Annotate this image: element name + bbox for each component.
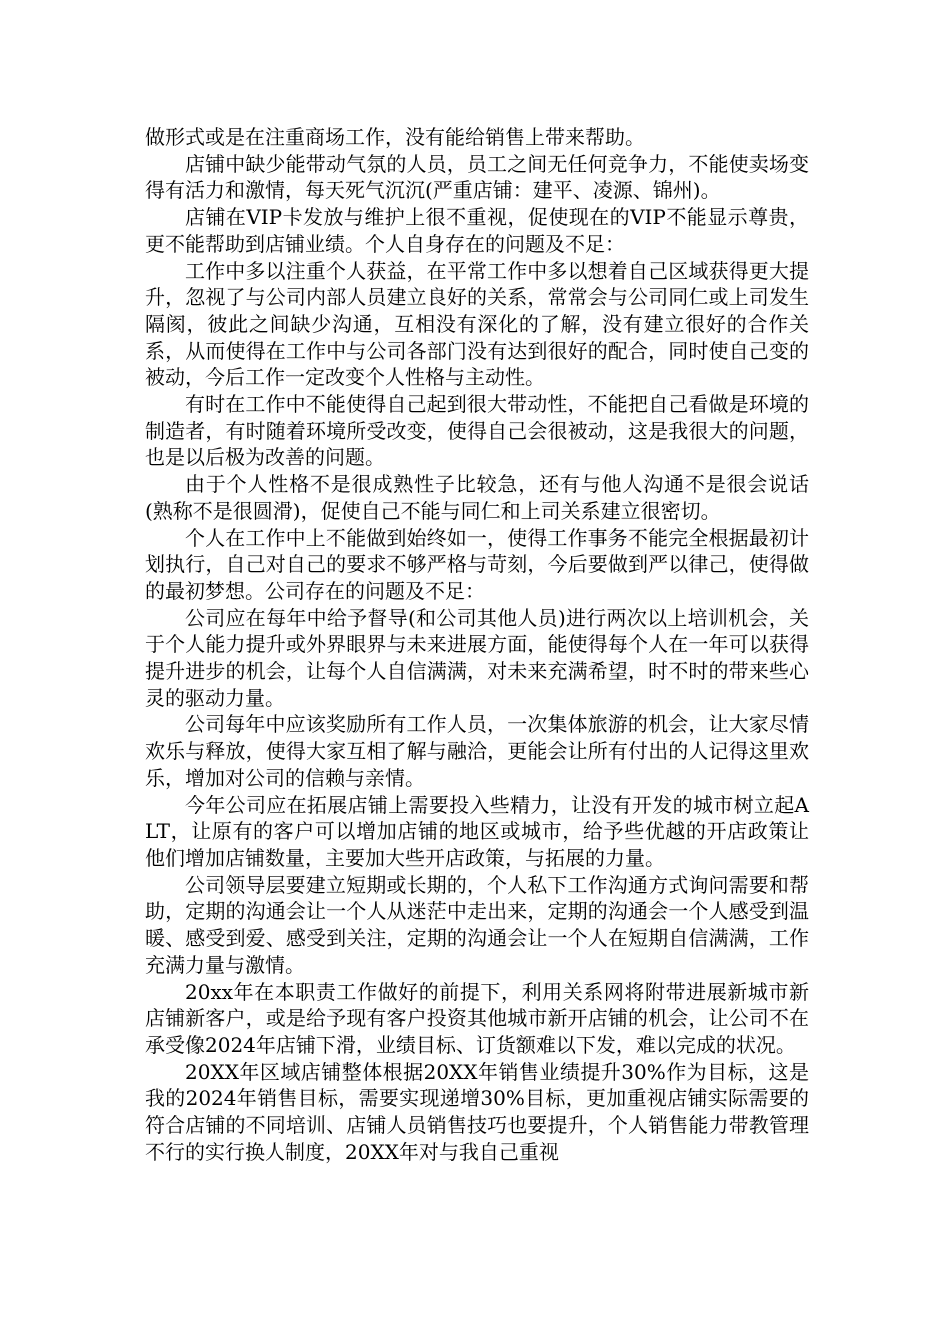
paragraph-store-atmosphere: 店铺中缺少能带动气氛的人员，员工之间无任何竞争力，不能使卖场变得有活力和激情，每天死气沉沉(严重店铺：建平、凌源、锦州)。 — [145, 151, 809, 203]
paragraph-team-travel: 公司每年中应该奖励所有工作人员，一次集体旅游的机会，让大家尽情欢乐与释放，使得大家互相了解与融洽，更能会让所有付出的人记得这里欢乐，增加对公司的信赖与亲情。 — [145, 712, 809, 790]
paragraph-vip-card: 店铺在VIP卡发放与维护上很不重视，促使现在的VIP不能显示尊贵，更不能帮助到店铺业绩。个人自身存在的问题及不足： — [145, 205, 809, 256]
paragraph-continuation: 做形式或是在注重商场工作，没有能给销售上带来帮助。 — [145, 125, 645, 149]
paragraph-initiative: 有时在工作中不能使得自己起到很大带动性，不能把自己看做是环境的制造者，有时随着环境所受改变，使得自己会很被动，这是我很大的问题，也是以后极为改善的问题。 — [145, 392, 809, 470]
document-body — [145, 124, 809, 1165]
paragraph-store-expansion: 今年公司应在拓展店铺上需要投入些精力，让没有开发的城市树立起ALT，让原有的客户可以增加店铺的地区或城市，给予些优越的开店政策让他们增加店铺数量，主要加大些开店政策，与拓展的力量。 — [145, 792, 809, 870]
paragraph-personality: 由于个人性格不是很成熟性子比较急，还有与他人沟通不是很会说话(熟称不是很圆滑)，促使自己不能与同仁和上司关系建立很密切。 — [145, 472, 809, 523]
paragraph-consistency: 个人在工作中上不能做到始终如一，使得工作事务不能完全根据最初计划执行，自己对自己的要求不够严格与苛刻，今后要做到严以律己，使得做的最初梦想。公司存在的问题及不足： — [145, 525, 809, 603]
paragraph-personal-gain: 工作中多以注重个人获益，在平常工作中多以想着自己区域获得更大提升，忽视了与公司内部人员建立良好的关系，常常会与公司同仁或上司发生隔阂，彼此之间缺少沟通，互相没有深化的了解，没有建立很好的合作关系，从而使得在工作中与公司各部门没有达到很好的配合，同时使自己变的被动，今后工作一定改变个人性格与主动性。 — [145, 258, 809, 390]
paragraph-communication: 公司领导层要建立短期或长期的，个人私下工作沟通方式询问需要和帮助，定期的沟通会让一个人从迷茫中走出来，定期的沟通会一个人感受到温暖、感受到爱、感受到关注，定期的沟通会让一个人在短期自信满满，工作充满力量与激情。 — [145, 872, 809, 977]
paragraph-new-customers: 20xx年在本职责工作做好的前提下，利用关系网将附带进展新城市新店铺新客户，或是给予现有客户投资其他城市新开店铺的机会，让公司不在承受像2024年店铺下滑，业绩目标、订货额难以下发，难以完成的状况。 — [145, 979, 809, 1057]
paragraph-training: 公司应在每年中给予督导(和公司其他人员)进行两次以上培训机会，关于个人能力提升或外界眼界与未来进展方面，能使得每个人在一年可以获得提升进步的机会，让每个人自信满满，对未来充满希望，时不时的带来些心灵的驱动力量。 — [145, 605, 809, 710]
paragraph-sales-target: 20XX年区域店铺整体根据20XX年销售业绩提升30%作为目标，这是我的2024年销售目标，需要实现递增30%目标，更加重视店铺实际需要的符合店铺的不同培训、店铺人员销售技巧也要提升，个人销售能力带教管理不行的实行换人制度，20XX年对与我自己重视 — [145, 1059, 809, 1164]
